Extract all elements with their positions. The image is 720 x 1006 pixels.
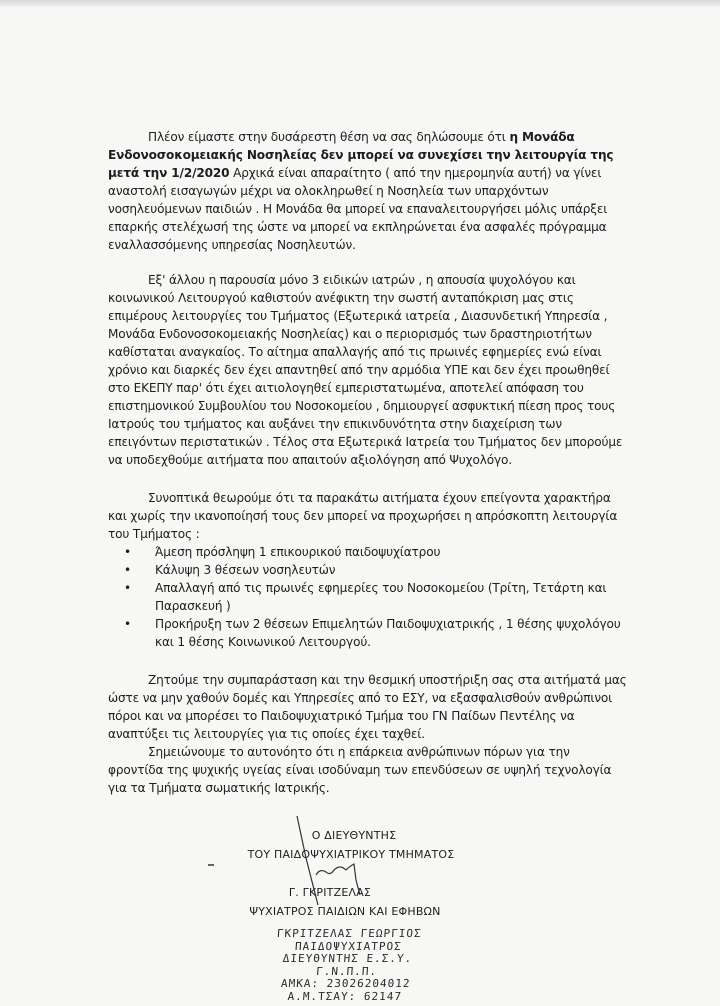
closure-statement: η Μονάδα Ενδονοσοκομειακής Νοσηλείας δεν μπορεί να συνεχίσει την λειτουργία της μετά την 1/2/2020 <box>108 130 614 180</box>
stamp-line: Γ.Ν.Π.Π. <box>315 964 378 978</box>
request-text: Άμεση πρόσληψη 1 επικουρικού παιδοψυχίατρου <box>155 545 441 559</box>
stamp-line: Α.Μ.ΤΣΑΥ: 62147 <box>287 989 403 1003</box>
request-text: Κάλυψη 3 θέσεων νοσηλευτών <box>155 563 336 577</box>
paragraph-support-request: Ζητούμε την συμπαράσταση και την θεσμική υποστήριξη σας στα αιτήματά μας ώστε να μην χαθούν δομές και Υπηρεσίες από το ΕΣΥ, να εξασφαλισθούν ανθρώπινοι πόροι και να μπορέσει το Παιδοψυχιατρικό Τμήμα του ΓΝ Παίδων Πεντέλης να αναπτύξει τις λειτουργίες για τις οποίες έχει ταχθεί. <box>108 673 627 741</box>
paragraph-text: Πλέον είμαστε στην δυσάρεστη θέση να σας δηλώσουμε ότι <box>148 130 506 144</box>
paragraph-text: Αρχικά είναι απαραίτητο ( από την ημερομηνία αυτή) να γίνει αναστολή εισαγωγών μέχρι να ολοκληρωθεί η Νοσηλεία των υπαρχόντων νοσηλευόμενων παιδιών . Η Μονάδα θα μπορεί να επαναλειτουργήσει μόλις υπάρξει επαρκής στελέχωσή της ώστε να μπορεί να εκπληρώνεται ένα ασφαλές πρόγραμμα εναλλασσόμενης υπηρεσίας Νοσηλευτών. <box>108 166 608 252</box>
stamp-line: ΑΜΚΑ: 23026204012 <box>280 977 411 990</box>
bullet-icon: • <box>124 545 131 559</box>
stamp-line: ΠΑΙΔΟΨΥΧΙΑΤΡΟΣ <box>294 939 403 953</box>
bullet-icon: • <box>124 563 131 577</box>
request-text: Απαλλαγή από τις πρωινές εφημερίες του Νοσοκομείου (Τρίτη, Τετάρτη και Παρασκευή ) <box>155 581 607 613</box>
signature-title: ΨΥΧΙΑΤΡΟΣ ΠΑΙΔΙΩΝ ΚΑΙ ΕΦΗΒΩΝ <box>249 905 441 918</box>
official-stamp <box>249 928 444 1003</box>
stamp-line: ΔΙΕΥΘΥΝΤΗΣ Ε.Σ.Υ. <box>282 952 413 965</box>
stamp-line: ΓΚΡΙΤΖΕΛΑΣ ΓΕΩΡΓΙΟΣ <box>276 927 423 940</box>
paragraph-closing-note: Σημειώνουμε το αυτονόητο ότι η επάρκεια ανθρώπινων πόρων για την φροντίδα της ψυχικής υγείας είναι ισοδύναμη των επενδύσεων σε υψηλή τεχνολογία για τα Τμήματα σωματικής Ιατρικής. <box>108 745 612 795</box>
signature-department: ΤΟΥ ΠΑΙΔΟΨΥΧΙΑΤΡΙΚΟΥ ΤΜΗΜΑΤΟΣ <box>247 848 455 861</box>
paragraph-summary: Συνοπτικά θεωρούμε ότι τα παρακάτω αιτήματα έχουν επείγοντα χαρακτήρα και χωρίς την ικανοποίησή τους δεν μπορεί να προχωρήσει η απρόσκοπτη λειτουργία του Τμήματος : <box>108 491 618 541</box>
signature-name: Γ. ΓΚΡΙΤΖΕΛΑΣ <box>288 886 372 899</box>
request-text: Προκήρυξη των 2 θέσεων Επιμελητών Παιδοψυχιατρικής , 1 θέσης ψυχολόγου και 1 θέσης Κοινωνικού Λειτουργού. <box>155 617 621 649</box>
bullet-icon: • <box>124 581 131 595</box>
signature-role: Ο ΔΙΕΥΘΥΝΤΗΣ <box>311 829 397 842</box>
signature-block <box>0 826 720 921</box>
bullet-icon: • <box>124 617 131 631</box>
paragraph-staffing: Εξ' άλλου η παρουσία μόνο 3 ειδικών ιατρών , η απουσία ψυχολόγου και κοινωνικού Λειτουργού καθιστούν ανέφικτη την σωστή ανταπόκριση μας στις επιμέρους λειτουργίες του Τμήματος (Εξωτερικά ιατρεία , Διασυνδετική Υπηρεσία , Μονάδα Ενδονοσοκομειακής Νοσηλείας) και ο περιορισμός των δραστηριοτήτων καθίσταται αναγκαίος. Το αίτημα απαλλαγής από τις πρωινές εφημερίες ενώ είναι χρόνιο και διαρκές δεν έχει απαντηθεί από την αρμόδια ΥΠΕ και δεν έχει προωθηθεί στο ΕΚΕΠΥ παρ' ότι έχει αιτιολογηθεί εμπεριστατωμένα, αποτελεί απόφαση του επιστημονικού Συμβουλίου του Νοσοκομείου , δημιουργεί ασφυκτική πίεση προς τους Ιατρούς του τμήματος και αυξάνει την επικινδυνότητα στην διαχείριση των επειγόντων περιστατικών . Τέλος στα Εξωτερικά Ιατρεία του Τμήματος δεν μπορούμε να υποδεχθούμε αιτήματα που απαιτούν αξιολόγηση από Ψυχολόγο. <box>108 273 623 467</box>
